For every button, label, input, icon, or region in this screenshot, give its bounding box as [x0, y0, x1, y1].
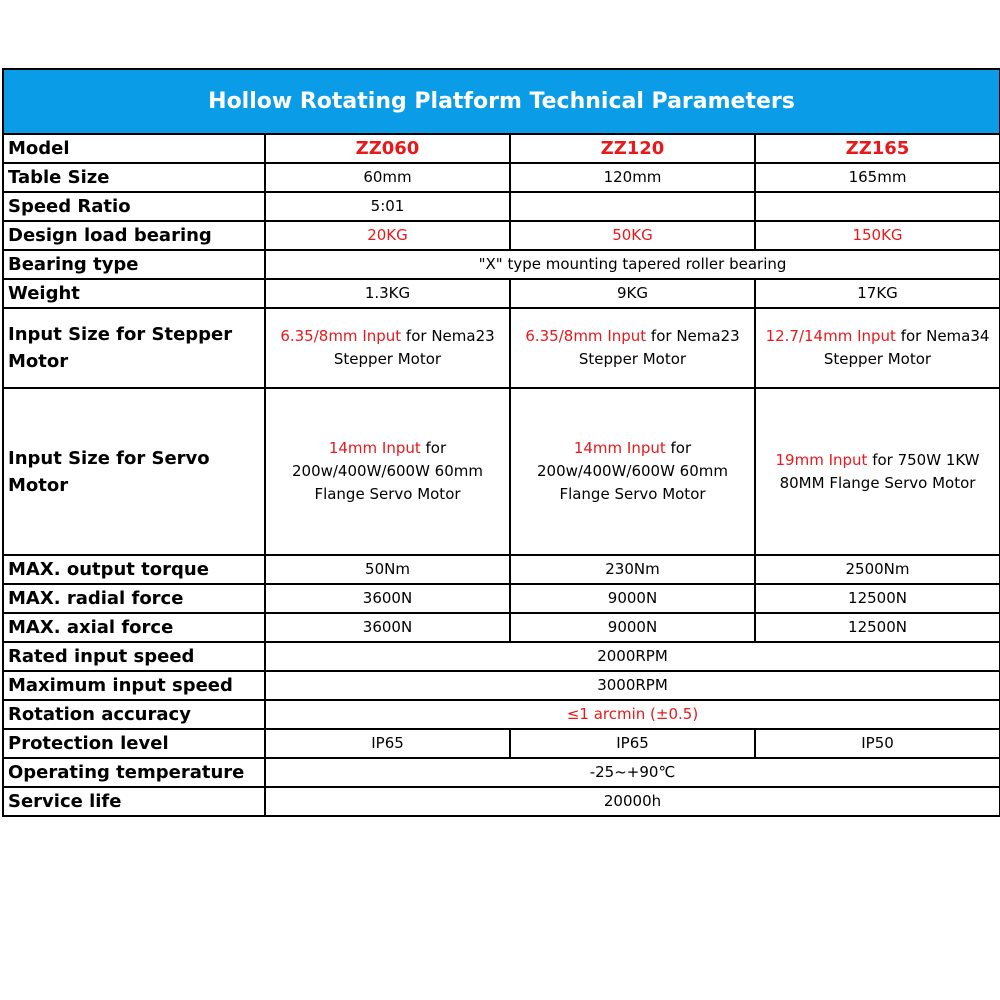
table-row-max-torque — [3, 555, 1000, 584]
value-cell: 150KG — [755, 221, 1000, 250]
value-cell — [510, 192, 755, 221]
value-cell: 50KG — [510, 221, 755, 250]
value-cell: IP65 — [265, 729, 510, 758]
value-cell: 20000h — [265, 787, 1000, 816]
value-cell: 9000N — [510, 584, 755, 613]
value-cell: 3600N — [265, 584, 510, 613]
highlight-text: 12.7/14mm Input — [765, 327, 896, 345]
value-cell: 230Nm — [510, 555, 755, 584]
detail-text: for Nema34 Stepper Motor — [823, 327, 990, 368]
value-cell: IP65 — [510, 729, 755, 758]
value-cell: 2000RPM — [265, 642, 1000, 671]
row-label: MAX. output torque — [3, 555, 265, 584]
row-label: Table Size — [3, 163, 265, 192]
model-cell: ZZ120 — [510, 134, 755, 163]
table-row-bearing-type — [3, 250, 1000, 279]
row-label: Design load bearing — [3, 221, 265, 250]
row-label: Model — [3, 134, 265, 163]
row-label: Maximum input speed — [3, 671, 265, 700]
table-row-max-radial — [3, 584, 1000, 613]
highlight-text: 19mm Input — [775, 450, 868, 469]
value-cell: 60mm — [265, 163, 510, 192]
table-row-model — [3, 134, 1000, 163]
row-label: Bearing type — [3, 250, 265, 279]
row-label: MAX. radial force — [3, 584, 265, 613]
value-cell: 9000N — [510, 613, 755, 642]
value-cell: 1.3KG — [265, 279, 510, 308]
table-row-weight — [3, 279, 1000, 308]
value-cell — [755, 308, 1000, 388]
value-cell: 50Nm — [265, 555, 510, 584]
table-row-max-axial — [3, 613, 1000, 642]
value-cell: 120mm — [510, 163, 755, 192]
model-cell: ZZ060 — [265, 134, 510, 163]
row-label: Protection level — [3, 729, 265, 758]
spec-table — [2, 68, 1000, 817]
value-cell — [265, 308, 510, 388]
table-title: Hollow Rotating Platform Technical Parameters — [3, 69, 1000, 134]
row-label: Input Size for Stepper Motor — [3, 308, 265, 388]
detail-text: for 200w/400W/600W 60mm Flange Servo Motor — [291, 439, 483, 503]
value-cell: 3600N — [265, 613, 510, 642]
value-cell — [755, 388, 1000, 555]
table-row-rated-speed — [3, 642, 1000, 671]
value-cell — [265, 388, 510, 555]
detail-text: for Nema23 Stepper Motor — [578, 327, 740, 368]
value-cell: "X" type mounting tapered roller bearing — [265, 250, 1000, 279]
table-row-design-load — [3, 221, 1000, 250]
table-row-max-speed — [3, 671, 1000, 700]
table-row-servo-input — [3, 388, 1000, 555]
value-cell: 5:01 — [265, 192, 510, 221]
value-cell — [510, 308, 755, 388]
highlight-text: 14mm Input — [328, 439, 421, 457]
value-cell — [755, 192, 1000, 221]
row-label: Service life — [3, 787, 265, 816]
row-label: Rotation accuracy — [3, 700, 265, 729]
value-cell: 165mm — [755, 163, 1000, 192]
value-cell: 17KG — [755, 279, 1000, 308]
row-label: Operating temperature — [3, 758, 265, 787]
highlight-text: 14mm Input — [573, 439, 666, 457]
table-row-service-life — [3, 787, 1000, 816]
row-label: Input Size for Servo Motor — [3, 388, 265, 555]
row-label: MAX. axial force — [3, 613, 265, 642]
value-cell — [510, 388, 755, 555]
row-label: Weight — [3, 279, 265, 308]
highlight-text: 6.35/8mm Input — [280, 327, 402, 345]
table-row-protection — [3, 729, 1000, 758]
value-cell: 12500N — [755, 584, 1000, 613]
value-cell: 9KG — [510, 279, 755, 308]
value-cell: IP50 — [755, 729, 1000, 758]
value-cell: 2500Nm — [755, 555, 1000, 584]
detail-text: for 750W 1KW 80MM Flange Servo Motor — [779, 450, 980, 492]
model-cell: ZZ165 — [755, 134, 1000, 163]
value-cell: 3000RPM — [265, 671, 1000, 700]
table-row-temperature — [3, 758, 1000, 787]
value-cell: 20KG — [265, 221, 510, 250]
table-row-table-size — [3, 163, 1000, 192]
row-label: Rated input speed — [3, 642, 265, 671]
table-row-speed-ratio — [3, 192, 1000, 221]
highlight-text: 6.35/8mm Input — [525, 327, 647, 345]
table-row-rotation-accuracy — [3, 700, 1000, 729]
value-cell: ≤1 arcmin (±0.5) — [265, 700, 1000, 729]
row-label: Speed Ratio — [3, 192, 265, 221]
detail-text: for 200w/400W/600W 60mm Flange Servo Motor — [536, 439, 728, 503]
table-row-stepper-input — [3, 308, 1000, 388]
value-cell: 12500N — [755, 613, 1000, 642]
value-cell: -25~+90℃ — [265, 758, 1000, 787]
detail-text: for Nema23 Stepper Motor — [333, 327, 495, 368]
